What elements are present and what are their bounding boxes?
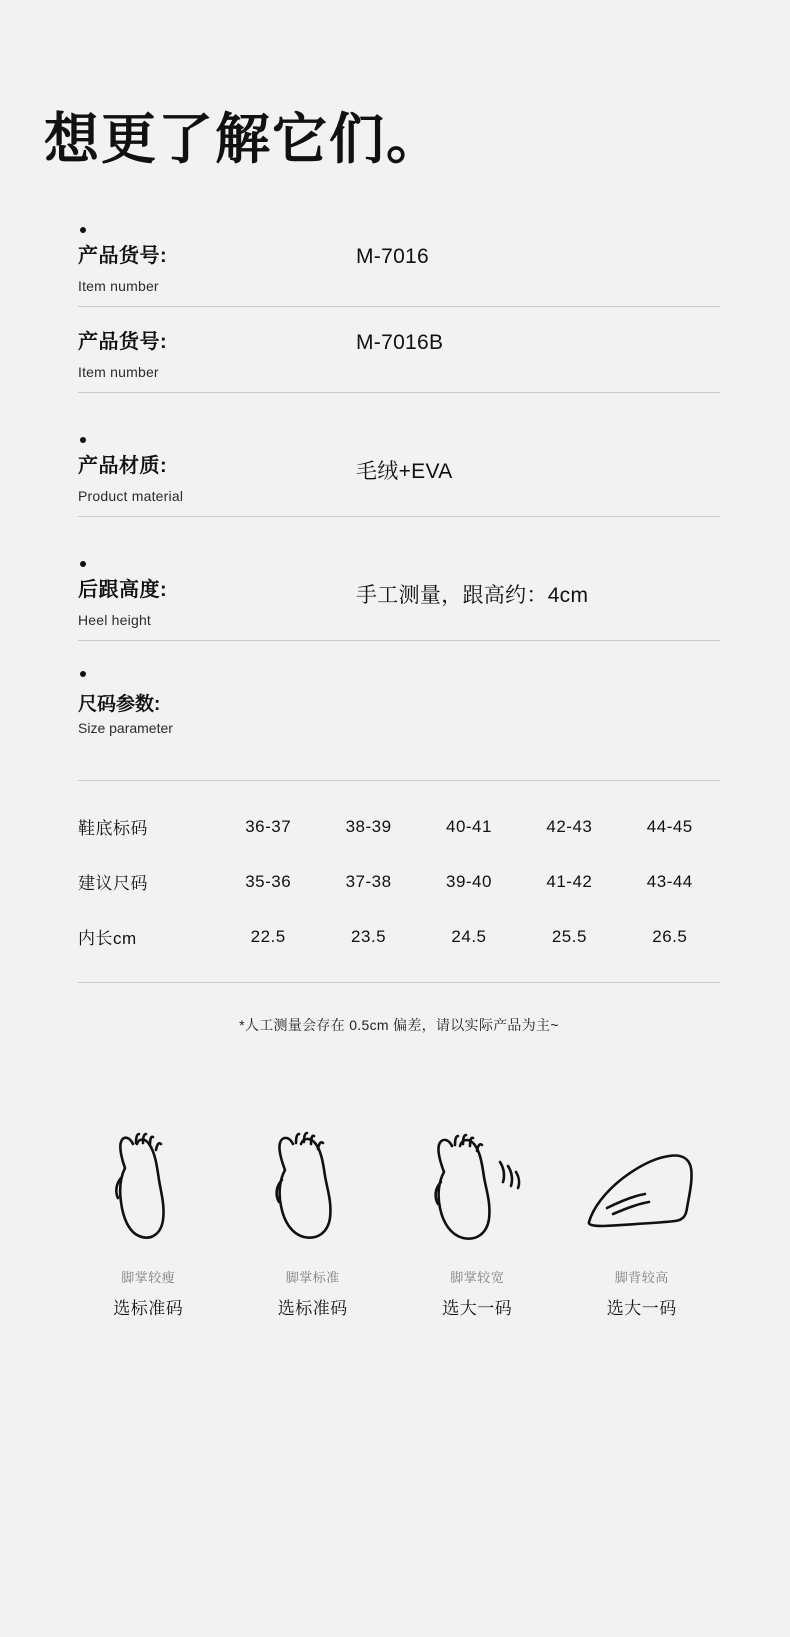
foot-advice: 选标准码: [277, 1299, 348, 1319]
table-cell: 26.5: [652, 926, 688, 946]
size-label-en: Size parameter: [78, 720, 173, 737]
spec-label-en: Item number: [78, 278, 159, 295]
size-label-cn: 尺码参数:: [78, 694, 161, 716]
spacer: [78, 393, 720, 431]
table-cell: 41-42: [546, 871, 593, 891]
size-section: [78, 641, 720, 1035]
foot-caption: 脚掌较宽: [450, 1270, 505, 1286]
spec-label-en: Product material: [78, 488, 184, 505]
spec-labels: [78, 243, 356, 294]
foot-high-instep-icon: [560, 1121, 725, 1251]
size-table: [78, 799, 720, 964]
spec-label-cn: 产品货号:: [78, 331, 168, 354]
spec-value: 手工测量，跟高约：4cm: [356, 584, 589, 608]
foot-type-narrow: [66, 1121, 231, 1319]
table-row: [78, 799, 720, 854]
foot-standard-icon: [231, 1121, 396, 1251]
spec-labels: [78, 577, 356, 628]
table-cell: 36-37: [245, 816, 292, 836]
foot-type-standard: [231, 1121, 396, 1319]
table-cell: 37-38: [345, 871, 392, 891]
foot-type-high-instep: [560, 1121, 725, 1319]
measurement-note: *人工测量会存在 0.5cm 偏差，请以实际产品为主~: [239, 1017, 559, 1034]
table-cell: 35-36: [245, 871, 292, 891]
size-table-wrapper: [78, 780, 720, 983]
spec-label-cn: 产品材质:: [78, 455, 168, 478]
row-header: 建议尺码: [78, 874, 148, 894]
row-header: 鞋底标码: [78, 819, 148, 839]
table-cell: 38-39: [345, 816, 392, 836]
table-cell: 23.5: [351, 926, 387, 946]
spec-row-item-number-2: [78, 307, 720, 393]
spec-row-item-number-1: [78, 221, 720, 307]
table-cell: 43-44: [646, 871, 693, 891]
bottom-spacer: [0, 1319, 790, 1439]
foot-caption: 脚掌标准: [285, 1270, 340, 1286]
spacer: [78, 517, 720, 555]
foot-wide-icon: [395, 1121, 560, 1251]
table-cell: 44-45: [646, 816, 693, 836]
foot-type-wide: [395, 1121, 560, 1319]
spec-list: [78, 221, 720, 641]
table-cell: 39-40: [445, 871, 492, 891]
table-cell: 22.5: [250, 926, 286, 946]
table-cell: 24.5: [451, 926, 487, 946]
spec-row-heel-height: [78, 555, 720, 641]
spec-label-cn: 产品货号:: [78, 245, 168, 268]
table-row: [78, 909, 720, 964]
foot-advice: 选标准码: [113, 1299, 184, 1319]
table-cell: 40-41: [445, 816, 492, 836]
foot-advice: 选大一码: [442, 1299, 513, 1319]
spec-label-en: Heel height: [78, 612, 152, 629]
spec-value: 毛绒+EVA: [356, 460, 453, 484]
table-cell: 25.5: [551, 926, 587, 946]
spec-value: M-7016: [356, 245, 430, 269]
page-title: 想更了解它们。: [44, 108, 444, 170]
foot-caption: 脚掌较瘦: [121, 1270, 176, 1286]
row-header: 内长cm: [78, 929, 137, 949]
foot-type-guide: [66, 1121, 724, 1319]
bullet-icon: [80, 671, 86, 677]
table-row: [78, 854, 720, 909]
spec-label-cn: 后跟高度:: [78, 579, 168, 602]
foot-caption: 脚背较高: [614, 1270, 669, 1286]
spec-value: M-7016B: [356, 331, 444, 355]
spec-row-product-material: [78, 431, 720, 517]
spec-labels: [78, 329, 356, 380]
spec-labels: [78, 453, 356, 504]
foot-narrow-icon: [66, 1121, 231, 1251]
spec-label-en: Item number: [78, 364, 159, 381]
foot-advice: 选大一码: [606, 1299, 677, 1319]
table-cell: 42-43: [546, 816, 593, 836]
size-section-header: [78, 641, 720, 736]
